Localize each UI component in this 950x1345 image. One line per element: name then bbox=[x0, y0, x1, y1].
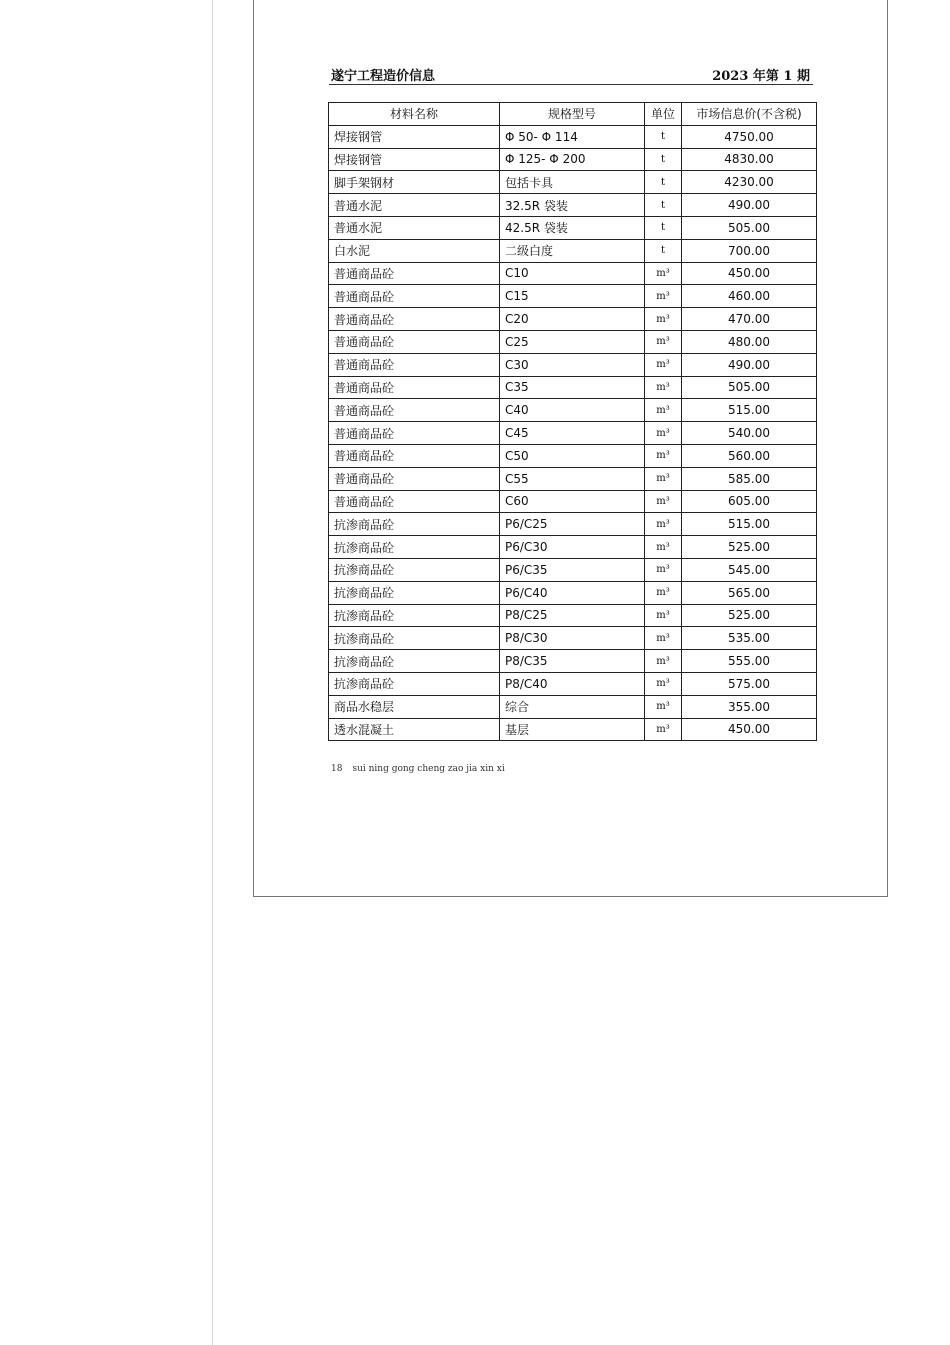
cell-price: 470.00 bbox=[682, 308, 817, 331]
cell-unit: m³ bbox=[645, 581, 682, 604]
table-row bbox=[329, 330, 817, 353]
cell-material-name: 普通商品砼 bbox=[329, 353, 500, 376]
cell-price: 700.00 bbox=[682, 239, 817, 262]
cell-spec: P8/C40 bbox=[500, 672, 645, 695]
column-header-spec: 规格型号 bbox=[500, 103, 645, 126]
cell-spec: Φ 50- Φ 114 bbox=[500, 125, 645, 148]
cell-unit: m³ bbox=[645, 399, 682, 422]
table-row bbox=[329, 650, 817, 673]
viewer-left-divider bbox=[212, 0, 213, 1345]
cell-material-name: 普通商品砼 bbox=[329, 330, 500, 353]
cell-spec: P6/C30 bbox=[500, 536, 645, 559]
cell-spec: 二级白度 bbox=[500, 239, 645, 262]
cell-spec: P8/C25 bbox=[500, 604, 645, 627]
cell-price: 545.00 bbox=[682, 558, 817, 581]
cell-price: 460.00 bbox=[682, 285, 817, 308]
cell-material-name: 抗渗商品砼 bbox=[329, 558, 500, 581]
cell-material-name: 透水混凝土 bbox=[329, 718, 500, 741]
cell-spec: P6/C35 bbox=[500, 558, 645, 581]
column-header-unit: 单位 bbox=[645, 103, 682, 126]
cell-material-name: 普通商品砼 bbox=[329, 262, 500, 285]
cell-unit: m³ bbox=[645, 490, 682, 513]
cell-unit: m³ bbox=[645, 627, 682, 650]
cell-material-name: 抗渗商品砼 bbox=[329, 513, 500, 536]
cell-unit: m³ bbox=[645, 353, 682, 376]
table-row bbox=[329, 422, 817, 445]
cell-spec: C20 bbox=[500, 308, 645, 331]
price-table bbox=[328, 102, 817, 741]
cell-unit: t bbox=[645, 171, 682, 194]
table-row bbox=[329, 672, 817, 695]
cell-spec: P6/C25 bbox=[500, 513, 645, 536]
cell-material-name: 普通商品砼 bbox=[329, 422, 500, 445]
cell-spec: 包括卡具 bbox=[500, 171, 645, 194]
table-row bbox=[329, 262, 817, 285]
cell-material-name: 抗渗商品砼 bbox=[329, 672, 500, 695]
table-row bbox=[329, 627, 817, 650]
cell-material-name: 普通商品砼 bbox=[329, 376, 500, 399]
cell-unit: t bbox=[645, 125, 682, 148]
cell-price: 575.00 bbox=[682, 672, 817, 695]
cell-material-name: 普通商品砼 bbox=[329, 399, 500, 422]
cell-spec: C45 bbox=[500, 422, 645, 445]
table-row bbox=[329, 376, 817, 399]
column-header-price: 市场信息价(不含税) bbox=[682, 103, 817, 126]
page-footer bbox=[331, 764, 505, 774]
table-header-row bbox=[329, 103, 817, 126]
cell-unit: m³ bbox=[645, 718, 682, 741]
cell-price: 535.00 bbox=[682, 627, 817, 650]
table-row bbox=[329, 125, 817, 148]
cell-material-name: 抗渗商品砼 bbox=[329, 604, 500, 627]
table-row bbox=[329, 558, 817, 581]
footer-running-text: sui ning gong cheng zao jia xin xi bbox=[352, 764, 505, 774]
cell-spec: 基层 bbox=[500, 718, 645, 741]
cell-unit: m³ bbox=[645, 376, 682, 399]
cell-spec: C50 bbox=[500, 444, 645, 467]
cell-price: 525.00 bbox=[682, 536, 817, 559]
cell-spec: C30 bbox=[500, 353, 645, 376]
cell-unit: t bbox=[645, 239, 682, 262]
cell-material-name: 抗渗商品砼 bbox=[329, 536, 500, 559]
cell-material-name: 抗渗商品砼 bbox=[329, 627, 500, 650]
cell-spec: C35 bbox=[500, 376, 645, 399]
header-rule bbox=[329, 84, 813, 85]
cell-unit: m³ bbox=[645, 467, 682, 490]
cell-spec: C25 bbox=[500, 330, 645, 353]
cell-price: 4230.00 bbox=[682, 171, 817, 194]
column-header-name: 材料名称 bbox=[329, 103, 500, 126]
cell-unit: m³ bbox=[645, 330, 682, 353]
cell-price: 525.00 bbox=[682, 604, 817, 627]
cell-unit: m³ bbox=[645, 672, 682, 695]
cell-unit: m³ bbox=[645, 536, 682, 559]
cell-price: 565.00 bbox=[682, 581, 817, 604]
publication-title: 遂宁工程造价信息 bbox=[331, 69, 436, 84]
table-row bbox=[329, 194, 817, 217]
cell-spec: 42.5R 袋装 bbox=[500, 216, 645, 239]
table-row bbox=[329, 399, 817, 422]
cell-material-name: 抗渗商品砼 bbox=[329, 650, 500, 673]
cell-unit: t bbox=[645, 194, 682, 217]
table-row bbox=[329, 216, 817, 239]
cell-unit: m³ bbox=[645, 308, 682, 331]
table-row bbox=[329, 444, 817, 467]
table-row bbox=[329, 718, 817, 741]
cell-unit: m³ bbox=[645, 650, 682, 673]
cell-spec: 32.5R 袋装 bbox=[500, 194, 645, 217]
table-row bbox=[329, 353, 817, 376]
table-row bbox=[329, 467, 817, 490]
cell-price: 490.00 bbox=[682, 194, 817, 217]
cell-price: 560.00 bbox=[682, 444, 817, 467]
cell-unit: m³ bbox=[645, 422, 682, 445]
cell-price: 480.00 bbox=[682, 330, 817, 353]
cell-unit: m³ bbox=[645, 285, 682, 308]
cell-spec: P8/C30 bbox=[500, 627, 645, 650]
cell-material-name: 普通商品砼 bbox=[329, 490, 500, 513]
cell-material-name: 焊接钢管 bbox=[329, 125, 500, 148]
cell-price: 505.00 bbox=[682, 216, 817, 239]
cell-spec: Φ 125- Φ 200 bbox=[500, 148, 645, 171]
cell-material-name: 普通商品砼 bbox=[329, 285, 500, 308]
cell-price: 505.00 bbox=[682, 376, 817, 399]
cell-spec: P6/C40 bbox=[500, 581, 645, 604]
cell-material-name: 商品水稳层 bbox=[329, 695, 500, 718]
cell-spec: C60 bbox=[500, 490, 645, 513]
table-row bbox=[329, 171, 817, 194]
table-row bbox=[329, 239, 817, 262]
cell-price: 585.00 bbox=[682, 467, 817, 490]
cell-unit: t bbox=[645, 216, 682, 239]
cell-spec: C10 bbox=[500, 262, 645, 285]
cell-unit: m³ bbox=[645, 444, 682, 467]
cell-spec: 综合 bbox=[500, 695, 645, 718]
cell-price: 515.00 bbox=[682, 513, 817, 536]
cell-spec: C40 bbox=[500, 399, 645, 422]
cell-price: 605.00 bbox=[682, 490, 817, 513]
cell-material-name: 抗渗商品砼 bbox=[329, 581, 500, 604]
cell-price: 540.00 bbox=[682, 422, 817, 445]
cell-material-name: 普通商品砼 bbox=[329, 444, 500, 467]
table-row bbox=[329, 490, 817, 513]
cell-unit: t bbox=[645, 148, 682, 171]
cell-material-name: 普通水泥 bbox=[329, 194, 500, 217]
table-row bbox=[329, 536, 817, 559]
cell-spec: P8/C35 bbox=[500, 650, 645, 673]
cell-unit: m³ bbox=[645, 558, 682, 581]
table-row bbox=[329, 581, 817, 604]
cell-material-name: 焊接钢管 bbox=[329, 148, 500, 171]
cell-price: 450.00 bbox=[682, 718, 817, 741]
cell-price: 515.00 bbox=[682, 399, 817, 422]
cell-unit: m³ bbox=[645, 695, 682, 718]
cell-price: 355.00 bbox=[682, 695, 817, 718]
cell-price: 490.00 bbox=[682, 353, 817, 376]
cell-spec: C55 bbox=[500, 467, 645, 490]
table-row bbox=[329, 285, 817, 308]
cell-price: 4830.00 bbox=[682, 148, 817, 171]
cell-material-name: 普通水泥 bbox=[329, 216, 500, 239]
issue-label: 2023 年第 1 期 bbox=[712, 69, 810, 84]
cell-price: 555.00 bbox=[682, 650, 817, 673]
document-page bbox=[253, 0, 888, 897]
table-row bbox=[329, 604, 817, 627]
cell-material-name: 脚手架钢材 bbox=[329, 171, 500, 194]
cell-material-name: 白水泥 bbox=[329, 239, 500, 262]
table-row bbox=[329, 695, 817, 718]
cell-material-name: 普通商品砼 bbox=[329, 308, 500, 331]
page-number: 18 bbox=[331, 764, 343, 774]
table-row bbox=[329, 308, 817, 331]
cell-unit: m³ bbox=[645, 604, 682, 627]
cell-unit: m³ bbox=[645, 513, 682, 536]
cell-price: 4750.00 bbox=[682, 125, 817, 148]
cell-unit: m³ bbox=[645, 262, 682, 285]
cell-price: 450.00 bbox=[682, 262, 817, 285]
table-body bbox=[329, 125, 817, 741]
table-row bbox=[329, 513, 817, 536]
cell-material-name: 普通商品砼 bbox=[329, 467, 500, 490]
table-row bbox=[329, 148, 817, 171]
cell-spec: C15 bbox=[500, 285, 645, 308]
